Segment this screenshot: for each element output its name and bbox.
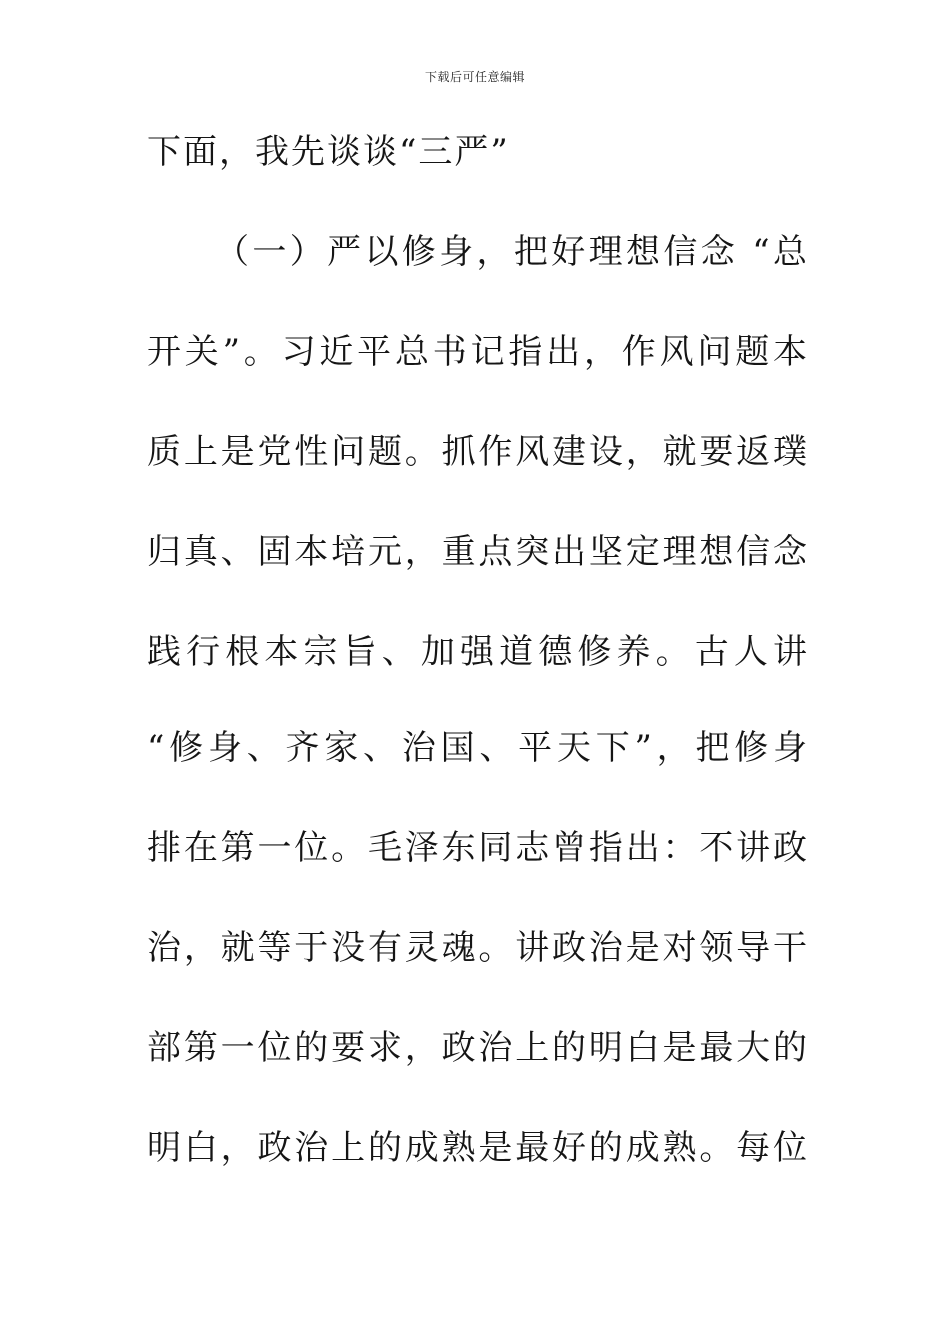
body-line-7: “修身、齐家、治国、平天下”，把修身 <box>147 728 807 768</box>
body-line-8: 排在第一位。毛泽东同志曾指出：不讲政 <box>147 828 807 868</box>
body-line-6: 践行根本宗旨、加强道德修养。古人讲 <box>147 632 807 672</box>
body-line-11: 明白，政治上的成熟是最好的成熟。每位 <box>147 1128 807 1168</box>
body-line-2: （一）严以修身，把好理想信念 “总 <box>215 232 807 272</box>
body-line-1: 下面，我先谈谈“三严” <box>147 132 510 172</box>
body-line-9: 治，就等于没有灵魂。讲政治是对领导干 <box>147 928 807 968</box>
body-line-4: 质上是党性问题。抓作风建设，就要返璞 <box>147 432 807 472</box>
body-line-10: 部第一位的要求，政治上的明白是最大的 <box>147 1028 807 1068</box>
body-line-5: 归真、固本培元，重点突出坚定理想信念 <box>147 532 807 572</box>
page-header: 下载后可任意编辑 <box>424 70 525 84</box>
body-line-3: 开关”。习近平总书记指出，作风问题本 <box>147 332 807 372</box>
